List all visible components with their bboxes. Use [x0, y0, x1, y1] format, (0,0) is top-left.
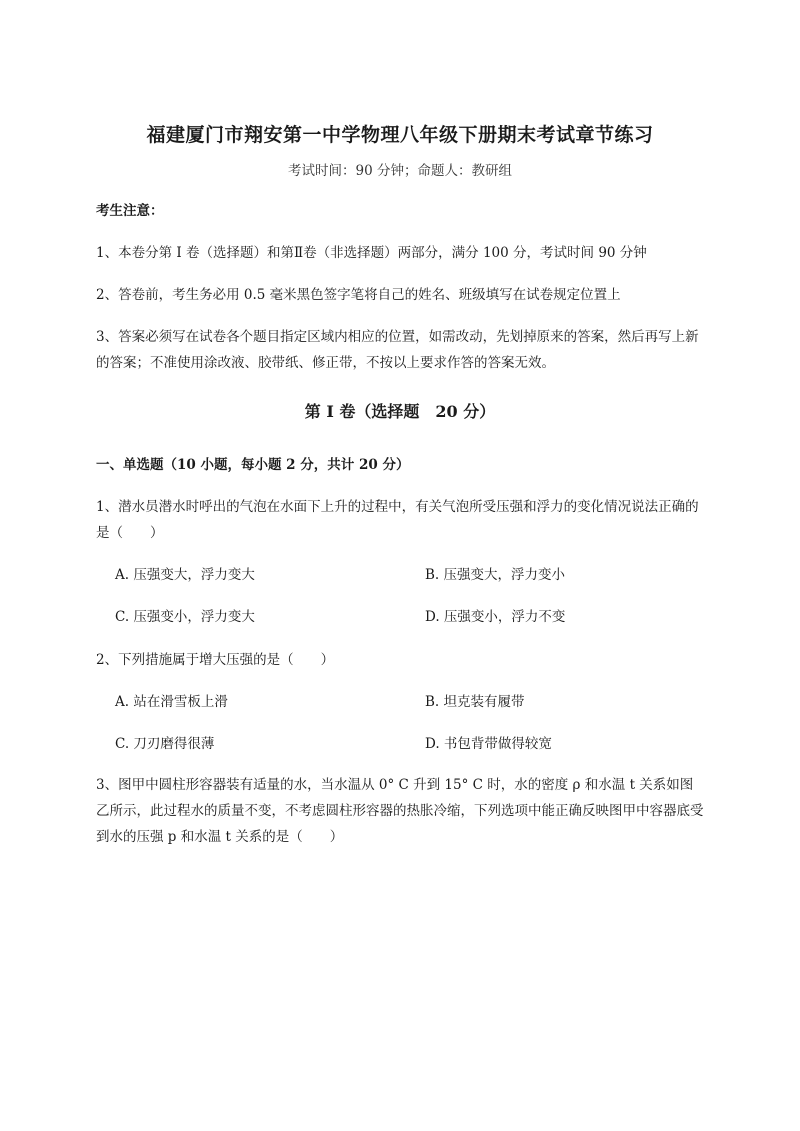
question-2-stem: 2、下列措施属于增大压强的是（ ） — [96, 652, 335, 668]
notice-item: 1、本卷分第 I 卷（选择题）和第Ⅱ卷（非选择题）两部分，满分 100 分，考试时间 90 分钟 — [96, 245, 647, 261]
page-title: 福建厦门市翔安第一中学物理八年级下册期末考试章节练习 — [146, 124, 654, 146]
question-2-option-b: B. 坦克装有履带 — [425, 694, 525, 710]
notice-item: 2、答卷前，考生务必用 0.5 毫米黑色签字笔将自己的姓名、班级填写在试卷规定位置上 — [96, 287, 621, 303]
question-3-stem: 3、图甲中圆柱形容器装有适量的水，当水温从 0° C 升到 15° C 时，水的密度 ρ 和水温 t 关系如图乙所示，此过程水的质量不变，不考虑圆柱形容器的热胀冷缩，下列选项中能正确反映图甲中容器底受到水的压强 p 和水温 t 关系的是（ ） — [96, 777, 704, 845]
exam-info: 考试时间：90 分钟；命题人：教研组 — [288, 163, 512, 179]
notice-item: 3、答案必须写在试卷各个题目指定区域内相应的位置，如需改动，先划掉原来的答案，然后再写上新的答案；不准使用涂改液、胶带纸、修正带，不按以上要求作答的答案无效。 — [96, 329, 699, 371]
question-1-option-b: B. 压强变大，浮力变小 — [425, 567, 566, 583]
part-heading: 一、单选题（10 小题，每小题 2 分，共计 20 分） — [96, 457, 410, 473]
question-2-option-c: C. 刀刃磨得很薄 — [115, 736, 215, 752]
question-2-option-a: A. 站在滑雪板上滑 — [115, 694, 228, 710]
question-1-option-d: D. 压强变小，浮力不变 — [425, 609, 566, 625]
question-1-stem: 1、潜水员潜水时呼出的气泡在水面下上升的过程中，有关气泡所受压强和浮力的变化情况说法正确的是（ ） — [96, 499, 699, 541]
question-1-option-a: A. 压强变大，浮力变大 — [115, 567, 255, 583]
notice-heading: 考生注意： — [96, 203, 164, 219]
question-2-option-d: D. 书包背带做得较宽 — [425, 736, 552, 752]
question-1-option-c: C. 压强变小，浮力变大 — [115, 609, 255, 625]
section-title: 第 I 卷（选择题 20 分） — [304, 402, 496, 421]
